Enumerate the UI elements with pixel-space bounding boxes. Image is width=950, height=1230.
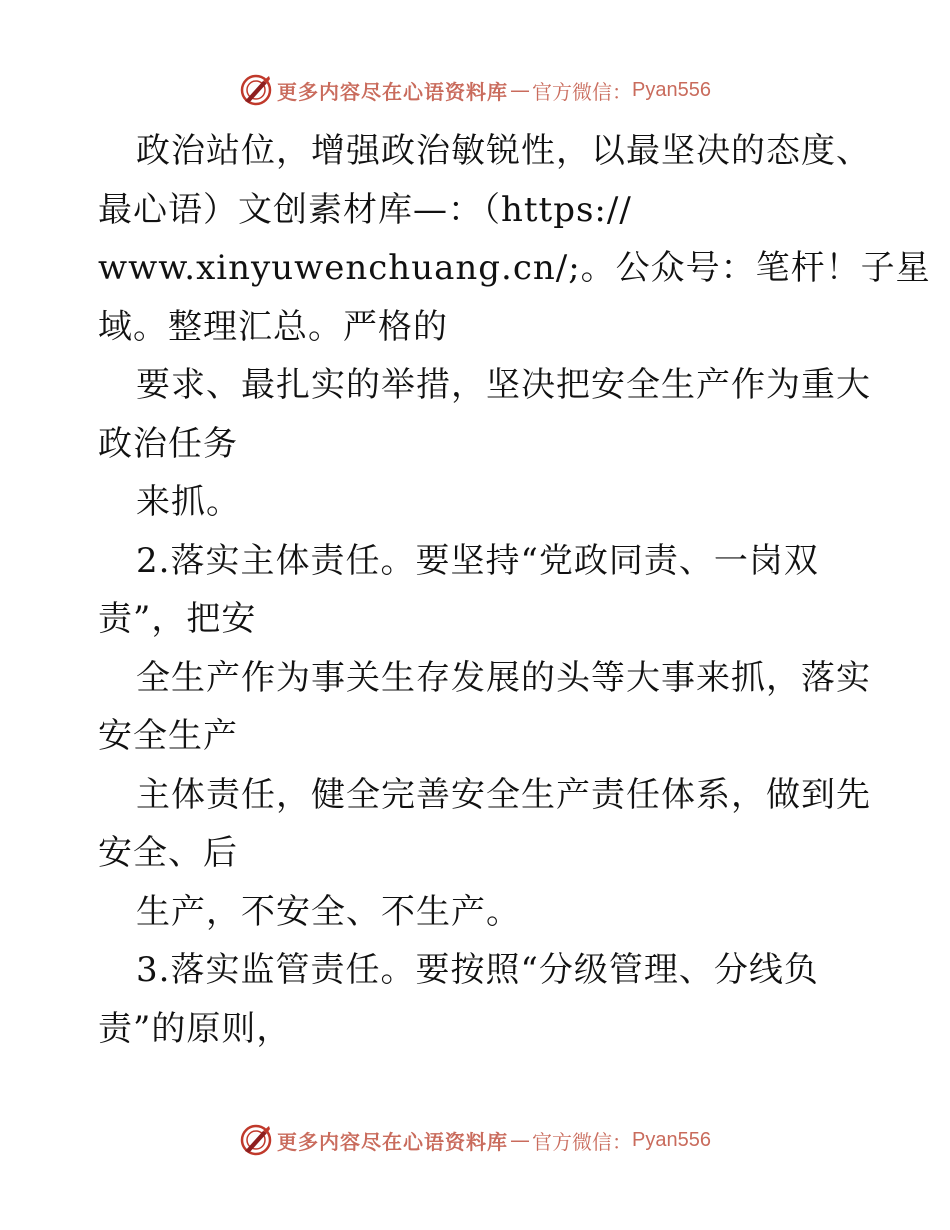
header-watermark-banner xyxy=(0,70,950,110)
body-line: 最心语）文创素材库—：（https:// xyxy=(98,189,632,230)
brush-logo-icon xyxy=(239,73,273,107)
banner-wechat-label: 官方微信： xyxy=(532,1129,633,1154)
brush-logo-icon xyxy=(239,1123,273,1157)
body-line: 要求、最扎实的举措，坚决把安全生产作为重大 xyxy=(136,365,871,405)
body-line: 主体责任，健全完善安全生产责任体系，做到先 xyxy=(136,774,871,815)
banner-wechat-id: Pyan556 xyxy=(632,78,711,101)
banner-separator: — xyxy=(510,78,531,102)
body-line: 域。整理汇总。严格的 xyxy=(98,306,448,347)
body-line: 2.落实主体责任。要坚持“党政同责、一岗双 xyxy=(136,540,819,581)
banner-title: 更多内容尽在心语资料库 xyxy=(277,79,509,104)
body-line: 来抓。 xyxy=(136,482,241,522)
body-line: 政治任务 xyxy=(98,423,238,464)
banner-wechat-id: Pyan556 xyxy=(632,1128,711,1151)
body-line: 政治站位，增强政治敏锐性，以最坚决的态度、 xyxy=(136,131,871,171)
body-line: 3.落实监管责任。要按照“分级管理、分线负 xyxy=(136,950,819,990)
body-line: 责”的原则， xyxy=(98,1008,292,1049)
body-line: www.xinyuwenchuang.cn/;。公众号：笔杆！子星 xyxy=(98,248,931,288)
banner-title: 更多内容尽在心语资料库 xyxy=(277,1129,509,1154)
footer-watermark-banner xyxy=(0,1120,950,1160)
banner-separator: — xyxy=(510,1128,531,1152)
body-line: 安全生产 xyxy=(98,716,238,756)
document-body xyxy=(98,122,931,1058)
body-line: 生产，不安全、不生产。 xyxy=(136,891,521,932)
banner-wechat-label: 官方微信： xyxy=(532,79,633,104)
body-line: 安全、后 xyxy=(98,833,238,873)
body-line: 全生产作为事关生存发展的头等大事来抓，落实 xyxy=(136,657,871,698)
body-line: 责”，把安 xyxy=(98,599,257,639)
